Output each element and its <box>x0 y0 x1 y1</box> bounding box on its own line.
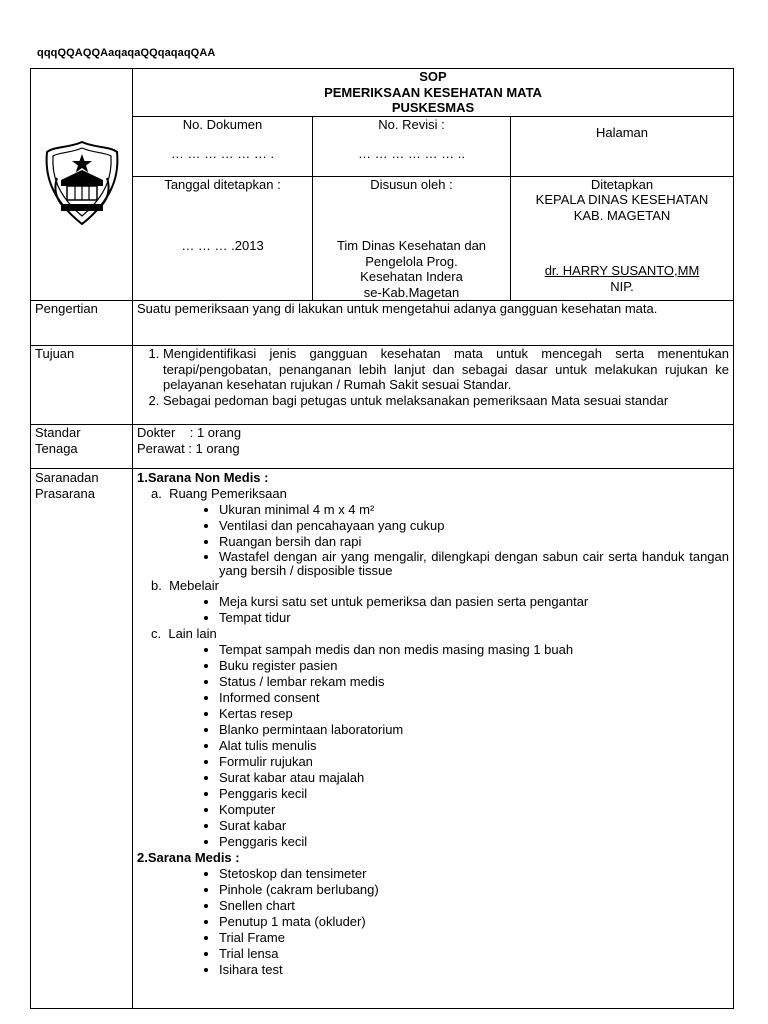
tanggal-label: Tanggal ditetapkan : <box>164 176 281 192</box>
standar-label-line: Standar <box>35 425 81 440</box>
list-item: • Isihara test <box>219 962 729 978</box>
no-revisi-label: No. Revisi : <box>378 116 445 132</box>
no-dokumen-value: … … … … … … . <box>170 146 275 161</box>
list-item: • Komputer <box>219 802 729 818</box>
standar-cell <box>133 425 734 469</box>
list-item: • Ukuran minimal 4 m x 4 m² <box>219 502 729 518</box>
sarana-cell <box>133 469 734 1009</box>
tujuan-cell <box>133 346 734 425</box>
ditetapkan-line: Ditetapkan <box>590 176 654 192</box>
list-item: • Informed consent <box>219 690 729 706</box>
sarana-label-line: Prasarana <box>35 485 95 501</box>
non-medis-heading: 1.Sarana Non Medis : <box>137 470 269 485</box>
disusun-line: Kesehatan Indera <box>360 269 463 284</box>
signer-name: dr. HARRY SUSANTO,MM <box>544 263 700 278</box>
list-item: • Snellen chart <box>219 898 729 914</box>
disusun-line: Tim Dinas Kesehatan dan <box>336 238 487 253</box>
standar-line: Dokter : 1 orang <box>137 425 242 440</box>
list-item: • Pinhole (cakram berlubang) <box>219 882 729 898</box>
list-item: • Stetoskop dan tensimeter <box>219 866 729 882</box>
list-item: • Ventilasi dan pencahayaan yang cukup <box>219 518 729 534</box>
halaman-label: Halaman <box>595 124 649 140</box>
no-dokumen-cell <box>133 116 313 176</box>
list-item: • Meja kursi satu set untuk pemeriksa dan pasien serta pengantar <box>219 594 729 610</box>
list-item: • Trial Frame <box>219 930 729 946</box>
subsection-mebelair: b. Mebelair <box>151 578 219 593</box>
pengertian-text: Suatu pemeriksaan yang di lakukan untuk mengetahui adanya gangguan kesehatan mata. <box>133 301 734 346</box>
subsection-ruang: a. Ruang Pemeriksaan <box>151 486 287 501</box>
standar-label <box>31 425 133 469</box>
list-item: • Surat kabar <box>219 818 729 834</box>
ditetapkan-cell <box>511 176 734 301</box>
list-item: • Ruangan bersih dan rapi <box>219 534 729 550</box>
list-item: • Tempat tidur <box>219 610 729 626</box>
list-item: • Status / lembar rekam medis <box>219 674 729 690</box>
title-line-puskesmas: PUSKESMAS <box>391 100 475 115</box>
list-item: • Blanko permintaan laboratorium <box>219 722 729 738</box>
list-item: • Trial lensa <box>219 946 729 962</box>
tujuan-label: Tujuan <box>31 346 133 425</box>
sarana-label-line: Saranadan <box>35 470 99 485</box>
disusun-cell <box>313 176 511 301</box>
list-item: • Penggaris kecil <box>219 834 729 850</box>
list-item: • Penutup 1 mata (okluder) <box>219 914 729 930</box>
halaman-cell <box>511 116 734 176</box>
subsection-lain: c. Lain lain <box>151 626 217 641</box>
medis-heading: 2.Sarana Medis : <box>137 850 240 865</box>
no-dokumen-label: No. Dokumen <box>182 116 263 132</box>
disusun-line: Pengelola Prog. <box>365 253 458 269</box>
pengertian-label: Pengertian <box>31 301 133 346</box>
ditetapkan-line: KEPALA DINAS KESEHATAN <box>535 192 709 207</box>
no-revisi-cell <box>313 116 511 176</box>
lain-list <box>137 642 729 850</box>
disusun-line: se-Kab.Magetan <box>363 284 460 300</box>
tanggal-value: … … … .2013 <box>181 238 264 253</box>
medis-list <box>137 866 729 978</box>
tanggal-cell <box>133 176 313 301</box>
list-item: • Buku register pasien <box>219 658 729 674</box>
signer-nip: NIP. <box>610 278 634 294</box>
document-title <box>133 69 734 117</box>
title-line-sop: SOP <box>419 69 447 84</box>
no-revisi-value: … … … … … … .. <box>358 146 465 161</box>
standar-line: Perawat : 1 orang <box>137 440 240 456</box>
list-item: • Penggaris kecil <box>219 786 729 802</box>
list-item: • Tempat sampah medis dan non medis masing masing 1 buah <box>219 642 729 658</box>
ruang-list <box>137 502 729 578</box>
list-item: • Wastafel dengan air yang mengalir, dilengkapi dengan sabun cair serta handuk tangan yang bersih / disposible tissue <box>219 550 729 578</box>
standar-label-line: Tenaga <box>35 440 78 456</box>
disusun-label: Disusun oleh : <box>370 176 453 192</box>
sop-table <box>30 68 734 1009</box>
tujuan-list <box>137 346 729 408</box>
document-code: qqqQQAQQAaqaqaQQqaqaqQAA <box>37 47 216 59</box>
sarana-label <box>31 469 133 1009</box>
list-item: • Formulir rujukan <box>219 754 729 770</box>
list-item: • Surat kabar atau majalah <box>219 770 729 786</box>
mebelair-list <box>137 594 729 626</box>
list-item: • Alat tulis menulis <box>219 738 729 754</box>
list-item: • Kertas resep <box>219 706 729 722</box>
ditetapkan-line: KAB. MAGETAN <box>573 207 671 223</box>
logo-cell <box>31 69 133 301</box>
title-line-main: PEMERIKSAAN KESEHATAN MATA <box>324 84 542 100</box>
list-item: 1. Mengidentifikasi jenis gangguan kesehatan mata untuk mencegah serta menentukan terapi/pengobatan, penanganan lebih lanjut dan sebagai dasar untuk melakukan rujukan ke pelayanan kesehatan rujukan / Rumah Sakit sesuai Standar. <box>163 346 729 393</box>
list-item: 2. Sebagai pedoman bagi petugas untuk melaksanakan pemeriksaan Mata sesuai standar <box>163 393 729 409</box>
magetan-emblem-icon <box>41 138 123 228</box>
